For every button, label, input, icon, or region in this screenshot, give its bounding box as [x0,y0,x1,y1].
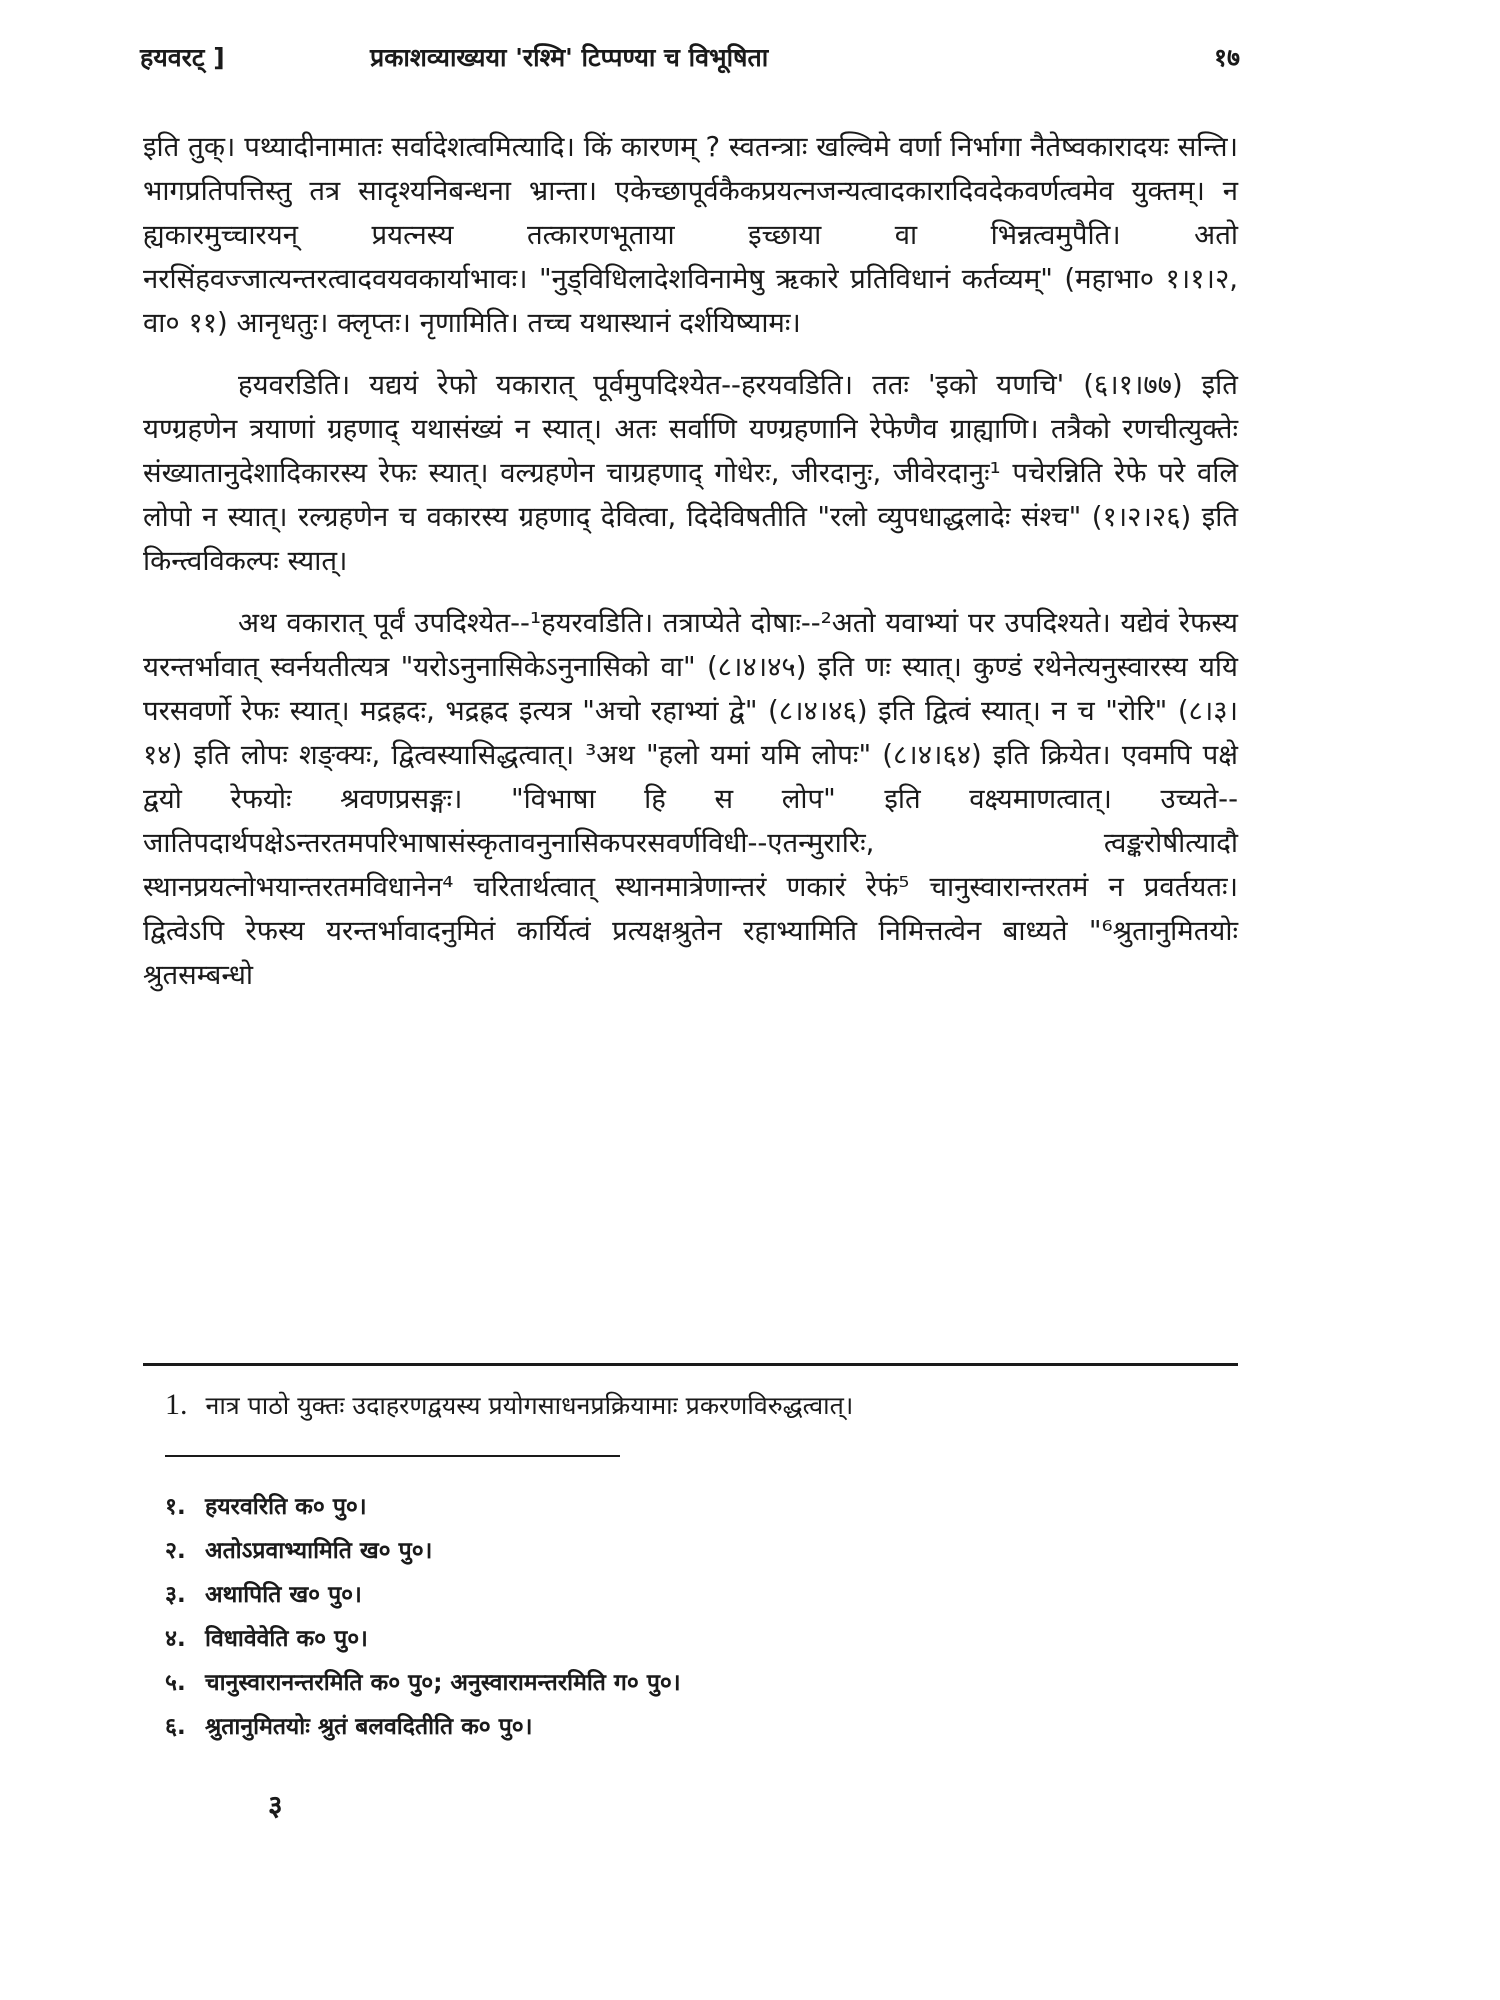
footnote-item [165,1705,1225,1749]
footnote-number: ४. [165,1626,186,1652]
footnote-number: ३. [165,1582,186,1608]
footnote-text: अथापिति ख० पु०। [205,1582,362,1608]
footnote-item [165,1573,1225,1617]
footnote-number: २. [165,1538,186,1564]
footnote-item [165,1529,1225,1573]
footnote-text: विधावेवेति क० पु०। [205,1626,368,1652]
footnote-text: चानुस्वारानन्तरमिति क० पु०; अनुस्वारामन्तरमिति ग० पु०। [205,1670,681,1696]
footnote-text: श्रुतानुमितयोः श्रुतं बलवदितीति क० पु०। [205,1714,533,1740]
short-divider [165,1455,620,1457]
footnote-item [165,1617,1225,1661]
main-text [143,125,1238,1015]
paragraph: अथ वकारात् पूर्वं उपदिश्येत--¹हयरवडिति। तत्राप्येते दोषाः--²अतो यवाभ्यां पर उपदिश्यते। यद्येवं रेफस्य यरन्तर्भावात् स्वर्नयतीत्यत्र "यरोऽनुनासिकेऽनुनासिको वा" (८।४।४५) इति णः स्यात्। कुण्डं रथेनेत्यनुस्वारस्य ययि परसवर्णो रेफः स्यात्। मद्रह्रदः, भद्रह्रद इत्यत्र "अचो रहाभ्यां द्वे" (८।४।४६) इति द्वित्वं स्यात्। न च "रोरि" (८।३।१४) इति लोपः शङ्क्यः, द्वित्वस्यासिद्धत्वात्। ³अथ "हलो यमां यमि लोपः" (८।४।६४) इति क्रियेत। एवमपि पक्षे द्वयो रेफयोः श्रवणप्रसङ्गः। "विभाषा हि स लोप" इति वक्ष्यमाणत्वात्। उच्यते--जातिपदार्थपक्षेऽन्तरतमपरिभाषासंस्कृतावनुनासिकपरसवर्णविधी--एतन्मुरारिः, त्वङ्करोषीत्यादौ स्थानप्रयत्नोभयान्तरतमविधानेन⁴ चरितार्थत्वात् स्थानमात्रेणान्तरं णकारं रेफं⁵ चानुस्वारान्तरतमं न प्रवर्तयतः। द्वित्वेऽपि रेफस्य यरन्तर्भावादनुमितं कार्यित्वं प्रत्यक्षश्रुतेन रहाभ्यामिति निमित्तत्वेन बाध्यते "⁶श्रुतानुमितयोः श्रुतसम्बन्धो [143,607,1238,991]
footnote-text: अतोऽप्रवाभ्यामिति ख० पु०। [205,1538,433,1564]
footnote-number: ६. [165,1714,186,1740]
footnote-item [165,1485,1225,1529]
editor-note-number: 1. [165,1388,188,1421]
editor-note [165,1388,1225,1422]
editor-note-text: नात्र पाठो युक्तः उदाहरणद्वयस्य प्रयोगसाधनप्रक्रियामाः प्रकरणविरुद्धत्वात्। [205,1391,854,1420]
footnote-number: ५. [165,1670,186,1696]
page-number: १७ [1213,43,1240,72]
footnote-item [165,1661,1225,1705]
footnote-number: १. [165,1494,186,1520]
header-section-label: हयवरट् ] [140,43,225,72]
paragraph: इति तुक्। पथ्यादीनामातः सर्वादेशत्वमित्यादि। किं कारणम् ? स्वतन्त्राः खल्विमे वर्णा निर्भागा नैतेष्वकारादयः सन्ति। भागप्रतिपत्तिस्तु तत्र सादृश्यनिबन्धना भ्रान्ता। एकेच्छापूर्वकैकप्रयत्नजन्यत्वादकारादिवदेकवर्णत्वमेव युक्तम्। न ह्यकारमुच्चारयन् प्रयत्नस्य तत्कारणभूताया इच्छाया वा भिन्नत्वमुपैति। अतो नरसिंहवज्जात्यन्तरत्वादवयवकार्याभावः। "नुड्विधिलादेशविनामेषु ऋकारे प्रतिविधानं कर्तव्यम्" (महाभा० १।१।२, वा० ११) आनृधतुः। क्लृप्तः। नृणामिति। तच्च यथास्थानं दर्शयिष्यामः। [143,131,1238,339]
footnote-list [165,1485,1225,1749]
signature-mark: ३ [268,1789,283,1822]
paragraph: हयवरडिति। यद्ययं रेफो यकारात् पूर्वमुपदिश्येत--हरयवडिति। ततः 'इको यणचि' (६।१।७७) इति यण्ग्रहणेन त्रयाणां ग्रहणाद् यथासंख्यं न स्यात्। अतः सर्वाणि यण्ग्रहणानि रेफेणैव ग्राह्याणि। तत्रैको रणचीत्युक्तेः संख्यातानुदेशादिकारस्य रेफः स्यात्। वल्ग्रहणेन चाग्रहणाद् गोधेरः, जीरदानुः, जीवेरदानुः¹ पचेरन्निति रेफे परे वलि लोपो न स्यात्। रल्ग्रहणेन च वकारस्य ग्रहणाद् देवित्वा, दिदेविषतीति "रलो व्युपधाद्धलादेः संश्च" (१।२।२६) इति किन्त्वविकल्पः स्यात्। [143,369,1238,577]
footnote-text: हयरवरिति क० पु०। [205,1494,367,1520]
header-title: प्रकाशव्याख्यया 'रश्मि' टिप्पण्या च विभूषिता [370,43,769,72]
footnote-divider [143,1363,1238,1366]
running-header [140,40,1240,80]
